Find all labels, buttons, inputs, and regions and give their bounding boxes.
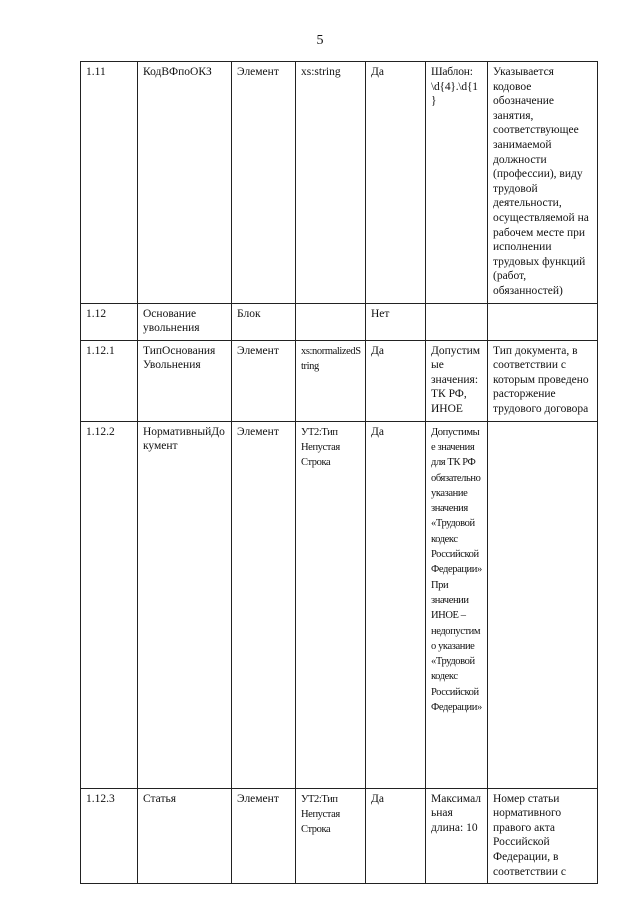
element-name: КодВФпоОКЗ: [138, 62, 232, 304]
restriction: [426, 303, 488, 340]
required-flag: Да: [366, 421, 426, 788]
element-type: xs:normalizedString: [296, 340, 366, 421]
element-kind: Элемент: [232, 788, 296, 884]
element-kind: Элемент: [232, 421, 296, 788]
row-number: 1.12.3: [81, 788, 138, 884]
element-name: НормативныйДокумент: [138, 421, 232, 788]
table-row: [81, 788, 598, 884]
required-flag: Да: [366, 62, 426, 304]
table-row: [81, 421, 598, 788]
required-flag: Нет: [366, 303, 426, 340]
table-row: [81, 303, 598, 340]
table-row: [81, 62, 598, 304]
restriction: Допустимые значения для ТК РФ обязательно указание значения «Трудовой кодекс Российской Федерации» При значении ИНОЕ – недопустимо указание «Трудовой кодекс Российской Федерации»: [426, 421, 488, 788]
page-number: 5: [316, 33, 324, 48]
element-name: ТипОснования Увольнения: [138, 340, 232, 421]
table-row: [81, 340, 598, 421]
element-kind: Элемент: [232, 62, 296, 304]
description: Указывается кодовое обозначение занятия, соответствующее занимаемой должности (профессии), виду трудовой деятельности, осуществляемой на рабочем месте при исполнении трудовых функций (работ, обязанностей): [488, 62, 598, 304]
element-kind: Блок: [232, 303, 296, 340]
description: Номер статьи нормативного правого акта Российской Федерации, в соответствии с: [488, 788, 598, 884]
element-type: УТ2:Тип Непустая Строка: [296, 421, 366, 788]
element-kind: Элемент: [232, 340, 296, 421]
element-type: xs:string: [296, 62, 366, 304]
required-flag: Да: [366, 340, 426, 421]
data-table: [80, 61, 598, 884]
row-number: 1.12: [81, 303, 138, 340]
element-name: Статья: [138, 788, 232, 884]
row-number: 1.12.1: [81, 340, 138, 421]
element-name: Основание увольнения: [138, 303, 232, 340]
description: Тип документа, в соответствии с которым проведено расторжение трудового договора: [488, 340, 598, 421]
row-number: 1.12.2: [81, 421, 138, 788]
restriction: Допустимые значения: ТК РФ, ИНОЕ: [426, 340, 488, 421]
row-number: 1.11: [81, 62, 138, 304]
description: [488, 303, 598, 340]
restriction: Максимальная длина: 10: [426, 788, 488, 884]
element-type: УТ2:Тип Непустая Строка: [296, 788, 366, 884]
restriction: Шаблон: \d{4}.\d{1}: [426, 62, 488, 304]
required-flag: Да: [366, 788, 426, 884]
description: [488, 421, 598, 788]
element-type: [296, 303, 366, 340]
